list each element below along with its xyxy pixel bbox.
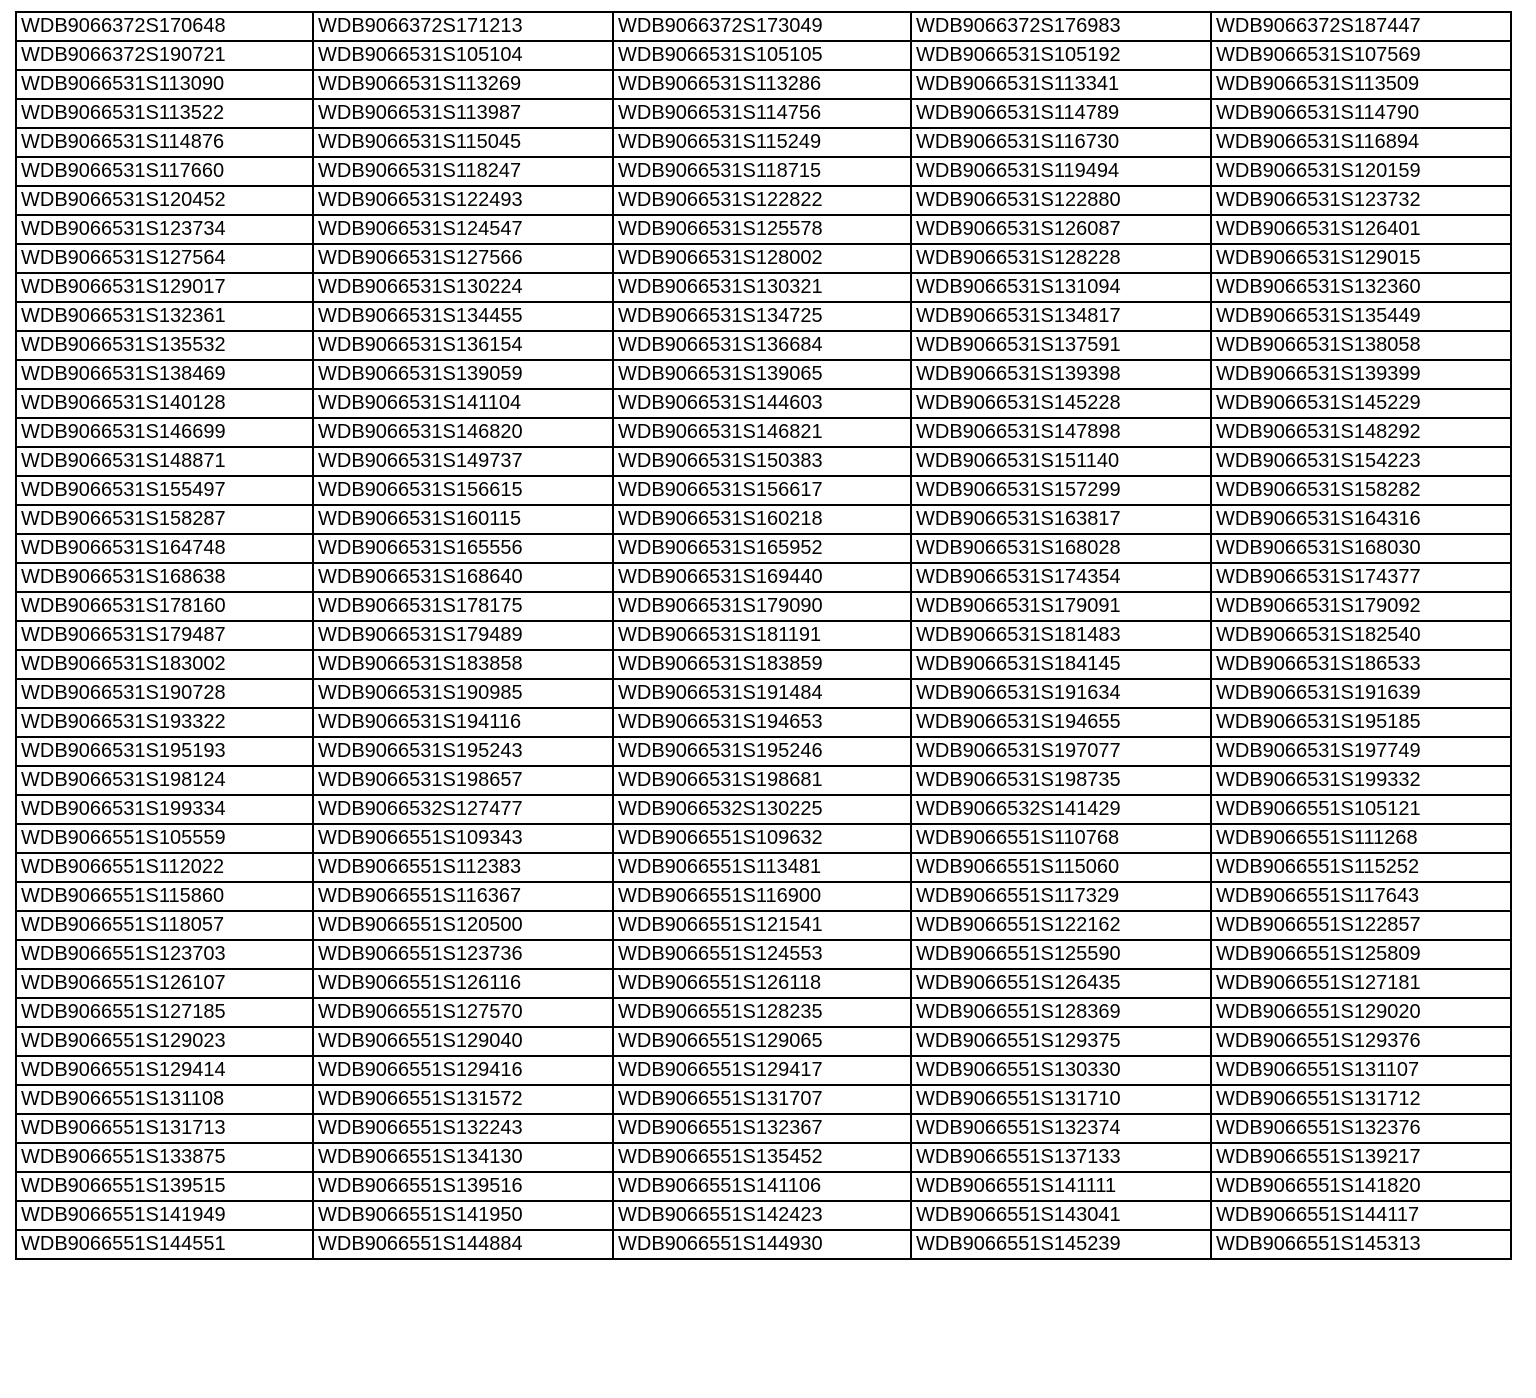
table-cell: WDB9066531S127564 xyxy=(16,244,313,273)
table-cell: WDB9066551S125590 xyxy=(911,940,1211,969)
table-cell: WDB9066531S129015 xyxy=(1211,244,1511,273)
table-cell: WDB9066551S132243 xyxy=(313,1114,613,1143)
table-cell: WDB9066551S134130 xyxy=(313,1143,613,1172)
table-row xyxy=(16,128,1511,157)
table-cell: WDB9066531S128002 xyxy=(613,244,911,273)
table-row xyxy=(16,273,1511,302)
table-cell: WDB9066531S107569 xyxy=(1211,41,1511,70)
table-cell: WDB9066531S186533 xyxy=(1211,650,1511,679)
table-cell: WDB9066551S132376 xyxy=(1211,1114,1511,1143)
table-cell: WDB9066372S190721 xyxy=(16,41,313,70)
table-cell: WDB9066531S198735 xyxy=(911,766,1211,795)
table-cell: WDB9066531S194653 xyxy=(613,708,911,737)
table-cell: WDB9066551S129416 xyxy=(313,1056,613,1085)
table-row xyxy=(16,1230,1511,1259)
table-row xyxy=(16,215,1511,244)
table-cell: WDB9066551S129375 xyxy=(911,1027,1211,1056)
table-cell: WDB9066531S120452 xyxy=(16,186,313,215)
table-cell: WDB9066531S145228 xyxy=(911,389,1211,418)
table-cell: WDB9066551S111268 xyxy=(1211,824,1511,853)
table-cell: WDB9066531S146821 xyxy=(613,418,911,447)
table-cell: WDB9066551S142423 xyxy=(613,1201,911,1230)
table-cell: WDB9066531S122880 xyxy=(911,186,1211,215)
table-cell: WDB9066531S115045 xyxy=(313,128,613,157)
table-cell: WDB9066551S131710 xyxy=(911,1085,1211,1114)
vin-table-body xyxy=(16,12,1511,1259)
table-cell: WDB9066531S198681 xyxy=(613,766,911,795)
table-cell: WDB9066551S132374 xyxy=(911,1114,1211,1143)
table-row xyxy=(16,331,1511,360)
table-cell: WDB9066531S182540 xyxy=(1211,621,1511,650)
table-cell: WDB9066531S195246 xyxy=(613,737,911,766)
table-cell: WDB9066551S141820 xyxy=(1211,1172,1511,1201)
table-cell: WDB9066551S116367 xyxy=(313,882,613,911)
table-cell: WDB9066531S191634 xyxy=(911,679,1211,708)
table-cell: WDB9066551S139515 xyxy=(16,1172,313,1201)
table-cell: WDB9066551S124553 xyxy=(613,940,911,969)
table-row xyxy=(16,1143,1511,1172)
table-row xyxy=(16,302,1511,331)
table-row xyxy=(16,708,1511,737)
table-row xyxy=(16,99,1511,128)
table-cell: WDB9066551S128235 xyxy=(613,998,911,1027)
table-cell: WDB9066551S105559 xyxy=(16,824,313,853)
table-cell: WDB9066551S129020 xyxy=(1211,998,1511,1027)
table-row xyxy=(16,766,1511,795)
table-cell: WDB9066531S118247 xyxy=(313,157,613,186)
table-cell: WDB9066551S125809 xyxy=(1211,940,1511,969)
table-cell: WDB9066531S135449 xyxy=(1211,302,1511,331)
table-cell: WDB9066531S130321 xyxy=(613,273,911,302)
table-cell: WDB9066531S190985 xyxy=(313,679,613,708)
table-cell: WDB9066531S114876 xyxy=(16,128,313,157)
table-cell: WDB9066531S148292 xyxy=(1211,418,1511,447)
table-cell: WDB9066531S105105 xyxy=(613,41,911,70)
table-cell: WDB9066551S144930 xyxy=(613,1230,911,1259)
table-cell: WDB9066531S130224 xyxy=(313,273,613,302)
table-cell: WDB9066551S110768 xyxy=(911,824,1211,853)
table-cell: WDB9066531S168638 xyxy=(16,563,313,592)
table-cell: WDB9066531S198657 xyxy=(313,766,613,795)
table-cell: WDB9066551S112383 xyxy=(313,853,613,882)
table-cell: WDB9066531S179092 xyxy=(1211,592,1511,621)
table-cell: WDB9066531S194116 xyxy=(313,708,613,737)
table-cell: WDB9066531S113987 xyxy=(313,99,613,128)
table-row xyxy=(16,389,1511,418)
table-cell: WDB9066551S144551 xyxy=(16,1230,313,1259)
table-cell: WDB9066551S144884 xyxy=(313,1230,613,1259)
table-cell: WDB9066551S128369 xyxy=(911,998,1211,1027)
table-row xyxy=(16,824,1511,853)
table-cell: WDB9066531S132360 xyxy=(1211,273,1511,302)
table-cell: WDB9066531S116730 xyxy=(911,128,1211,157)
table-cell: WDB9066531S191484 xyxy=(613,679,911,708)
table-cell: WDB9066551S115860 xyxy=(16,882,313,911)
table-cell: WDB9066531S168028 xyxy=(911,534,1211,563)
table-row xyxy=(16,969,1511,998)
table-cell: WDB9066551S105121 xyxy=(1211,795,1511,824)
table-cell: WDB9066551S120500 xyxy=(313,911,613,940)
table-cell: WDB9066531S165556 xyxy=(313,534,613,563)
table-cell: WDB9066531S126401 xyxy=(1211,215,1511,244)
table-row xyxy=(16,737,1511,766)
table-cell: WDB9066531S193322 xyxy=(16,708,313,737)
table-cell: WDB9066531S160115 xyxy=(313,505,613,534)
table-cell: WDB9066551S129040 xyxy=(313,1027,613,1056)
table-cell: WDB9066531S147898 xyxy=(911,418,1211,447)
table-cell: WDB9066551S131712 xyxy=(1211,1085,1511,1114)
table-cell: WDB9066531S148871 xyxy=(16,447,313,476)
table-cell: WDB9066531S190728 xyxy=(16,679,313,708)
table-cell: WDB9066531S181191 xyxy=(613,621,911,650)
table-cell: WDB9066531S123732 xyxy=(1211,186,1511,215)
table-cell: WDB9066531S145229 xyxy=(1211,389,1511,418)
table-cell: WDB9066531S118715 xyxy=(613,157,911,186)
table-cell: WDB9066531S179091 xyxy=(911,592,1211,621)
table-cell: WDB9066531S113286 xyxy=(613,70,911,99)
table-cell: WDB9066531S135532 xyxy=(16,331,313,360)
table-cell: WDB9066551S127185 xyxy=(16,998,313,1027)
table-row xyxy=(16,1027,1511,1056)
table-row xyxy=(16,940,1511,969)
table-row xyxy=(16,1172,1511,1201)
table-cell: WDB9066531S164316 xyxy=(1211,505,1511,534)
table-cell: WDB9066531S146820 xyxy=(313,418,613,447)
table-cell: WDB9066531S123734 xyxy=(16,215,313,244)
table-row xyxy=(16,418,1511,447)
table-cell: WDB9066531S113341 xyxy=(911,70,1211,99)
table-cell: WDB9066532S141429 xyxy=(911,795,1211,824)
table-cell: WDB9066372S170648 xyxy=(16,12,313,41)
table-row xyxy=(16,534,1511,563)
table-cell: WDB9066531S114789 xyxy=(911,99,1211,128)
table-cell: WDB9066551S145239 xyxy=(911,1230,1211,1259)
table-row xyxy=(16,853,1511,882)
table-row xyxy=(16,476,1511,505)
table-cell: WDB9066531S119494 xyxy=(911,157,1211,186)
table-cell: WDB9066531S178175 xyxy=(313,592,613,621)
table-cell: WDB9066531S136684 xyxy=(613,331,911,360)
table-cell: WDB9066551S133875 xyxy=(16,1143,313,1172)
table-row xyxy=(16,621,1511,650)
table-cell: WDB9066531S105104 xyxy=(313,41,613,70)
table-cell: WDB9066551S116900 xyxy=(613,882,911,911)
table-cell: WDB9066551S109632 xyxy=(613,824,911,853)
table-cell: WDB9066372S176983 xyxy=(911,12,1211,41)
table-cell: WDB9066531S146699 xyxy=(16,418,313,447)
table-cell: WDB9066531S131094 xyxy=(911,273,1211,302)
table-cell: WDB9066531S141104 xyxy=(313,389,613,418)
table-cell: WDB9066551S141949 xyxy=(16,1201,313,1230)
table-cell: WDB9066531S178160 xyxy=(16,592,313,621)
vin-table xyxy=(15,11,1512,1260)
table-row xyxy=(16,650,1511,679)
table-row xyxy=(16,1056,1511,1085)
table-cell: WDB9066531S138469 xyxy=(16,360,313,389)
table-cell: WDB9066531S183859 xyxy=(613,650,911,679)
table-cell: WDB9066531S174354 xyxy=(911,563,1211,592)
table-cell: WDB9066551S131108 xyxy=(16,1085,313,1114)
table-cell: WDB9066551S141950 xyxy=(313,1201,613,1230)
table-cell: WDB9066531S134817 xyxy=(911,302,1211,331)
table-cell: WDB9066551S126118 xyxy=(613,969,911,998)
table-cell: WDB9066531S120159 xyxy=(1211,157,1511,186)
table-cell: WDB9066532S127477 xyxy=(313,795,613,824)
table-cell: WDB9066551S113481 xyxy=(613,853,911,882)
table-cell: WDB9066531S183858 xyxy=(313,650,613,679)
table-cell: WDB9066531S140128 xyxy=(16,389,313,418)
table-cell: WDB9066551S139217 xyxy=(1211,1143,1511,1172)
table-cell: WDB9066531S122493 xyxy=(313,186,613,215)
table-cell: WDB9066551S126435 xyxy=(911,969,1211,998)
table-cell: WDB9066531S195243 xyxy=(313,737,613,766)
table-cell: WDB9066531S128228 xyxy=(911,244,1211,273)
table-row xyxy=(16,592,1511,621)
table-cell: WDB9066531S191639 xyxy=(1211,679,1511,708)
table-row xyxy=(16,911,1511,940)
table-cell: WDB9066551S129065 xyxy=(613,1027,911,1056)
table-cell: WDB9066531S105192 xyxy=(911,41,1211,70)
table-cell: WDB9066531S137591 xyxy=(911,331,1211,360)
table-cell: WDB9066551S117329 xyxy=(911,882,1211,911)
table-cell: WDB9066551S131572 xyxy=(313,1085,613,1114)
table-cell: WDB9066531S113269 xyxy=(313,70,613,99)
table-cell: WDB9066551S145313 xyxy=(1211,1230,1511,1259)
table-cell: WDB9066551S112022 xyxy=(16,853,313,882)
table-row xyxy=(16,70,1511,99)
table-cell: WDB9066531S122822 xyxy=(613,186,911,215)
table-cell: WDB9066531S126087 xyxy=(911,215,1211,244)
table-cell: WDB9066531S184145 xyxy=(911,650,1211,679)
table-row xyxy=(16,244,1511,273)
table-cell: WDB9066531S115249 xyxy=(613,128,911,157)
table-cell: WDB9066551S122857 xyxy=(1211,911,1511,940)
table-cell: WDB9066551S123703 xyxy=(16,940,313,969)
table-row xyxy=(16,12,1511,41)
table-cell: WDB9066531S151140 xyxy=(911,447,1211,476)
table-cell: WDB9066551S127570 xyxy=(313,998,613,1027)
table-row xyxy=(16,1114,1511,1143)
table-cell: WDB9066531S163817 xyxy=(911,505,1211,534)
table-cell: WDB9066531S134455 xyxy=(313,302,613,331)
table-cell: WDB9066531S113090 xyxy=(16,70,313,99)
table-cell: WDB9066551S122162 xyxy=(911,911,1211,940)
table-cell: WDB9066531S113522 xyxy=(16,99,313,128)
table-cell: WDB9066372S173049 xyxy=(613,12,911,41)
table-cell: WDB9066551S135452 xyxy=(613,1143,911,1172)
table-cell: WDB9066551S131707 xyxy=(613,1085,911,1114)
table-cell: WDB9066551S129023 xyxy=(16,1027,313,1056)
table-cell: WDB9066531S139399 xyxy=(1211,360,1511,389)
table-row xyxy=(16,360,1511,389)
table-cell: WDB9066551S139516 xyxy=(313,1172,613,1201)
table-cell: WDB9066551S141111 xyxy=(911,1172,1211,1201)
table-cell: WDB9066531S165952 xyxy=(613,534,911,563)
table-cell: WDB9066551S115060 xyxy=(911,853,1211,882)
table-cell: WDB9066531S169440 xyxy=(613,563,911,592)
table-cell: WDB9066551S129414 xyxy=(16,1056,313,1085)
table-cell: WDB9066531S113509 xyxy=(1211,70,1511,99)
table-cell: WDB9066551S115252 xyxy=(1211,853,1511,882)
table-cell: WDB9066531S195193 xyxy=(16,737,313,766)
table-cell: WDB9066551S141106 xyxy=(613,1172,911,1201)
table-row xyxy=(16,998,1511,1027)
table-cell: WDB9066531S155497 xyxy=(16,476,313,505)
table-row xyxy=(16,157,1511,186)
table-cell: WDB9066531S157299 xyxy=(911,476,1211,505)
table-cell: WDB9066372S171213 xyxy=(313,12,613,41)
table-cell: WDB9066551S131107 xyxy=(1211,1056,1511,1085)
table-cell: WDB9066531S179489 xyxy=(313,621,613,650)
table-cell: WDB9066551S130330 xyxy=(911,1056,1211,1085)
table-cell: WDB9066531S199334 xyxy=(16,795,313,824)
table-cell: WDB9066531S124547 xyxy=(313,215,613,244)
table-cell: WDB9066531S197077 xyxy=(911,737,1211,766)
table-row xyxy=(16,1085,1511,1114)
table-cell: WDB9066551S132367 xyxy=(613,1114,911,1143)
table-cell: WDB9066551S117643 xyxy=(1211,882,1511,911)
table-cell: WDB9066551S118057 xyxy=(16,911,313,940)
table-cell: WDB9066551S126107 xyxy=(16,969,313,998)
table-cell: WDB9066531S199332 xyxy=(1211,766,1511,795)
table-cell: WDB9066531S179487 xyxy=(16,621,313,650)
table-row xyxy=(16,795,1511,824)
table-cell: WDB9066531S156615 xyxy=(313,476,613,505)
table-cell: WDB9066531S139065 xyxy=(613,360,911,389)
table-cell: WDB9066531S195185 xyxy=(1211,708,1511,737)
table-row xyxy=(16,447,1511,476)
table-cell: WDB9066532S130225 xyxy=(613,795,911,824)
table-cell: WDB9066531S160218 xyxy=(613,505,911,534)
table-cell: WDB9066531S125578 xyxy=(613,215,911,244)
table-cell: WDB9066531S168640 xyxy=(313,563,613,592)
table-cell: WDB9066531S132361 xyxy=(16,302,313,331)
table-cell: WDB9066551S127181 xyxy=(1211,969,1511,998)
table-cell: WDB9066551S109343 xyxy=(313,824,613,853)
table-cell: WDB9066551S126116 xyxy=(313,969,613,998)
table-cell: WDB9066531S181483 xyxy=(911,621,1211,650)
table-cell: WDB9066551S129417 xyxy=(613,1056,911,1085)
table-cell: WDB9066551S143041 xyxy=(911,1201,1211,1230)
table-cell: WDB9066531S114790 xyxy=(1211,99,1511,128)
table-cell: WDB9066531S156617 xyxy=(613,476,911,505)
table-row xyxy=(16,41,1511,70)
table-row xyxy=(16,1201,1511,1230)
table-cell: WDB9066531S134725 xyxy=(613,302,911,331)
table-cell: WDB9066551S131713 xyxy=(16,1114,313,1143)
table-cell: WDB9066531S114756 xyxy=(613,99,911,128)
table-cell: WDB9066531S139059 xyxy=(313,360,613,389)
table-cell: WDB9066531S150383 xyxy=(613,447,911,476)
table-cell: WDB9066531S138058 xyxy=(1211,331,1511,360)
table-cell: WDB9066531S183002 xyxy=(16,650,313,679)
table-cell: WDB9066531S194655 xyxy=(911,708,1211,737)
table-row xyxy=(16,882,1511,911)
table-cell: WDB9066531S164748 xyxy=(16,534,313,563)
table-cell: WDB9066531S158287 xyxy=(16,505,313,534)
table-cell: WDB9066551S144117 xyxy=(1211,1201,1511,1230)
table-row xyxy=(16,186,1511,215)
table-cell: WDB9066531S117660 xyxy=(16,157,313,186)
table-cell: WDB9066551S137133 xyxy=(911,1143,1211,1172)
table-cell: WDB9066531S168030 xyxy=(1211,534,1511,563)
table-cell: WDB9066531S179090 xyxy=(613,592,911,621)
table-cell: WDB9066531S127566 xyxy=(313,244,613,273)
table-cell: WDB9066531S158282 xyxy=(1211,476,1511,505)
table-cell: WDB9066531S144603 xyxy=(613,389,911,418)
table-cell: WDB9066372S187447 xyxy=(1211,12,1511,41)
table-cell: WDB9066531S198124 xyxy=(16,766,313,795)
table-row xyxy=(16,679,1511,708)
table-row xyxy=(16,563,1511,592)
table-cell: WDB9066531S139398 xyxy=(911,360,1211,389)
table-cell: WDB9066531S116894 xyxy=(1211,128,1511,157)
table-cell: WDB9066531S174377 xyxy=(1211,563,1511,592)
table-cell: WDB9066531S197749 xyxy=(1211,737,1511,766)
table-cell: WDB9066531S154223 xyxy=(1211,447,1511,476)
table-cell: WDB9066551S121541 xyxy=(613,911,911,940)
table-row xyxy=(16,505,1511,534)
table-cell: WDB9066551S129376 xyxy=(1211,1027,1511,1056)
table-cell: WDB9066551S123736 xyxy=(313,940,613,969)
table-cell: WDB9066531S149737 xyxy=(313,447,613,476)
table-cell: WDB9066531S136154 xyxy=(313,331,613,360)
table-cell: WDB9066531S129017 xyxy=(16,273,313,302)
